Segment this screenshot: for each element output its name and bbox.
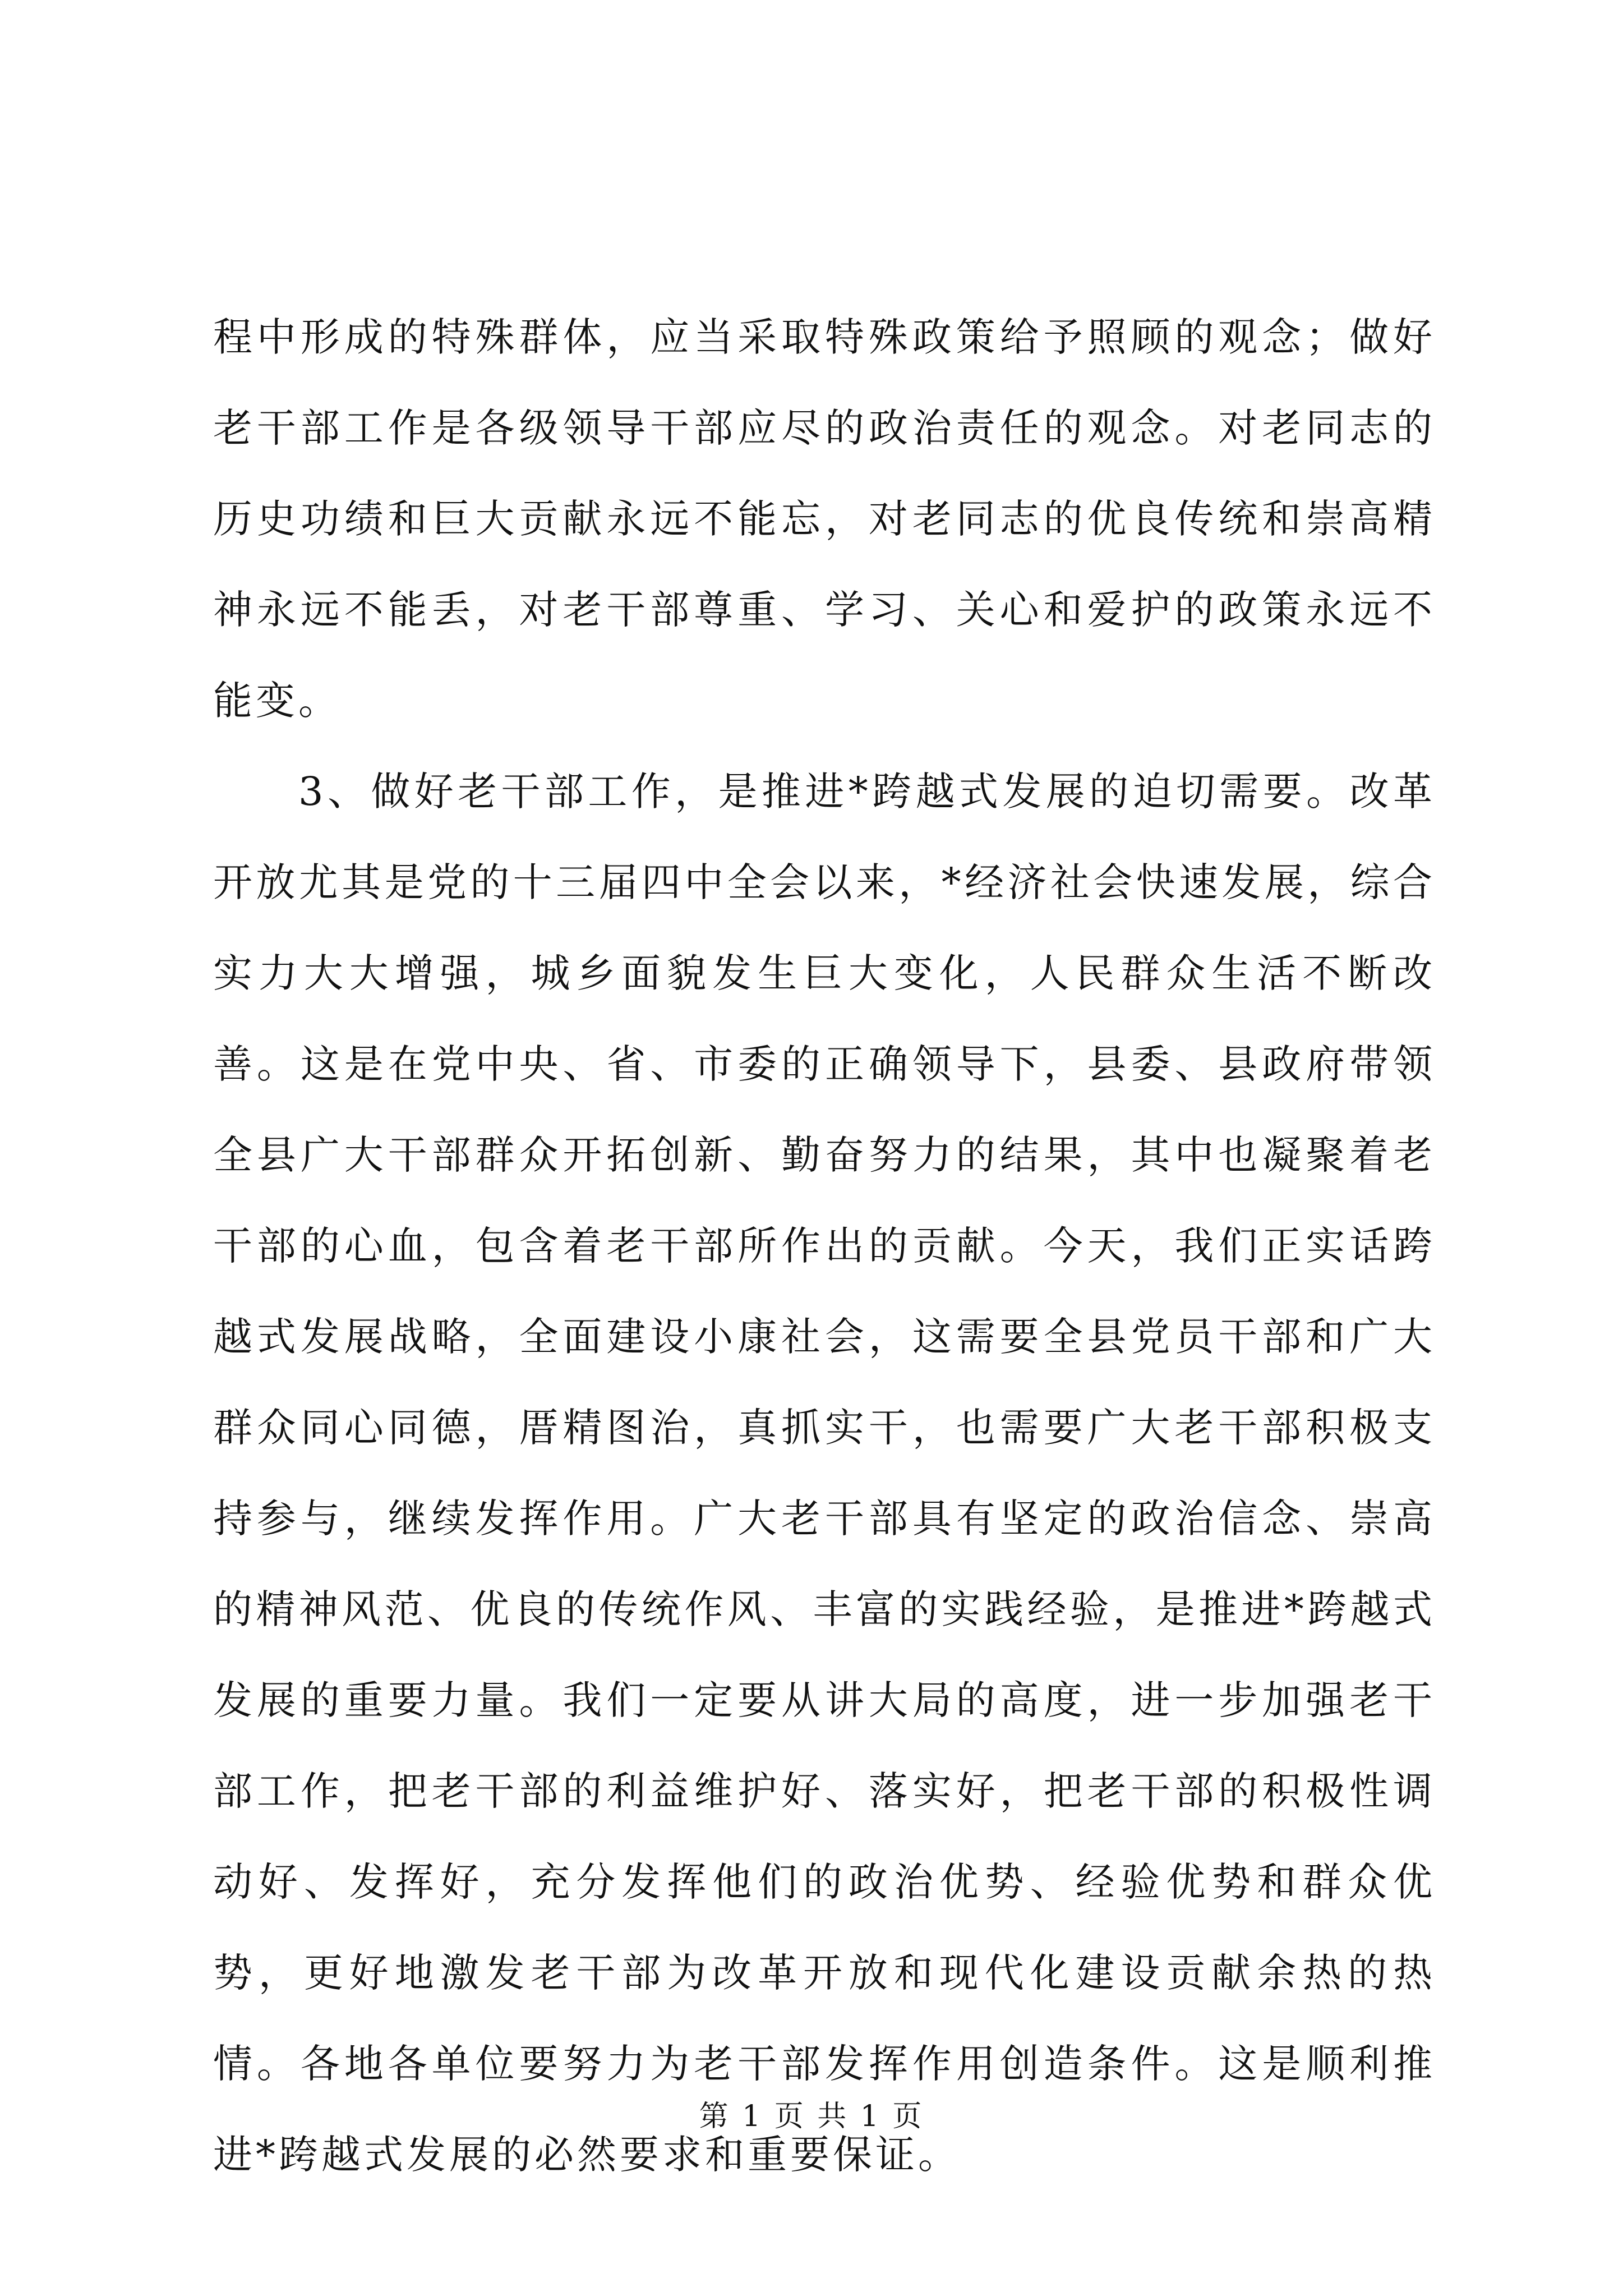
page-footer: 第 1 页 共 1 页 <box>699 2100 924 2133</box>
paragraph-section-3: 3、做好老干部工作，是推进*跨越式发展的迫切需要。改革开放尤其是党的十三届四中全会以来，*经济社会快速发展，综合实力大大增强，城乡面貌发生巨大变化，人民群众生活不断改善。这是在党中央、省、市委的正确领导下，县委、县政府带领全县广大干部群众开拓创新、勤奋努力的结果，其中也凝聚着老干部的心血，包含着老干部所作出的贡献。今天，我们正实话跨越式发展战略，全面建设小康社会，这需要全县党员干部和广大群众同心同德，厝精图治，真抓实干，也需要广大老干部积极支持参与，继续发挥作用。广大老干部具有坚定的政治信念、崇高的精神风范、优良的传统作风、丰富的实践经验，是推进*跨越式发展的重要力量。我们一定要从讲大局的高度，进一步加强老干部工作，把老干部的利益维护好、落实好，把老干部的积极性调动好、发挥好，充分发挥他们的政治优势、经验优势和群众优势，更好地激发老干部为改革开放和现代化建设贡献余热的热情。各地各单位要努力为老干部发挥作用创造条件。这是顺利推进*跨越式发展的必然要求和重要保证。 <box>213 769 1436 2178</box>
paragraph-continuation: 程中形成的特殊群体，应当采取特殊政策给予照顾的观念；做好老干部工作是各级领导干部应尽的政治责任的观念。对老同志的历史功绩和巨大贡献永远不能忘，对老同志的优良传统和崇高精神永远不能丢，对老干部尊重、学习、关心和爱护的政策永远不能变。 <box>213 314 1436 724</box>
document-body <box>213 292 1436 2200</box>
